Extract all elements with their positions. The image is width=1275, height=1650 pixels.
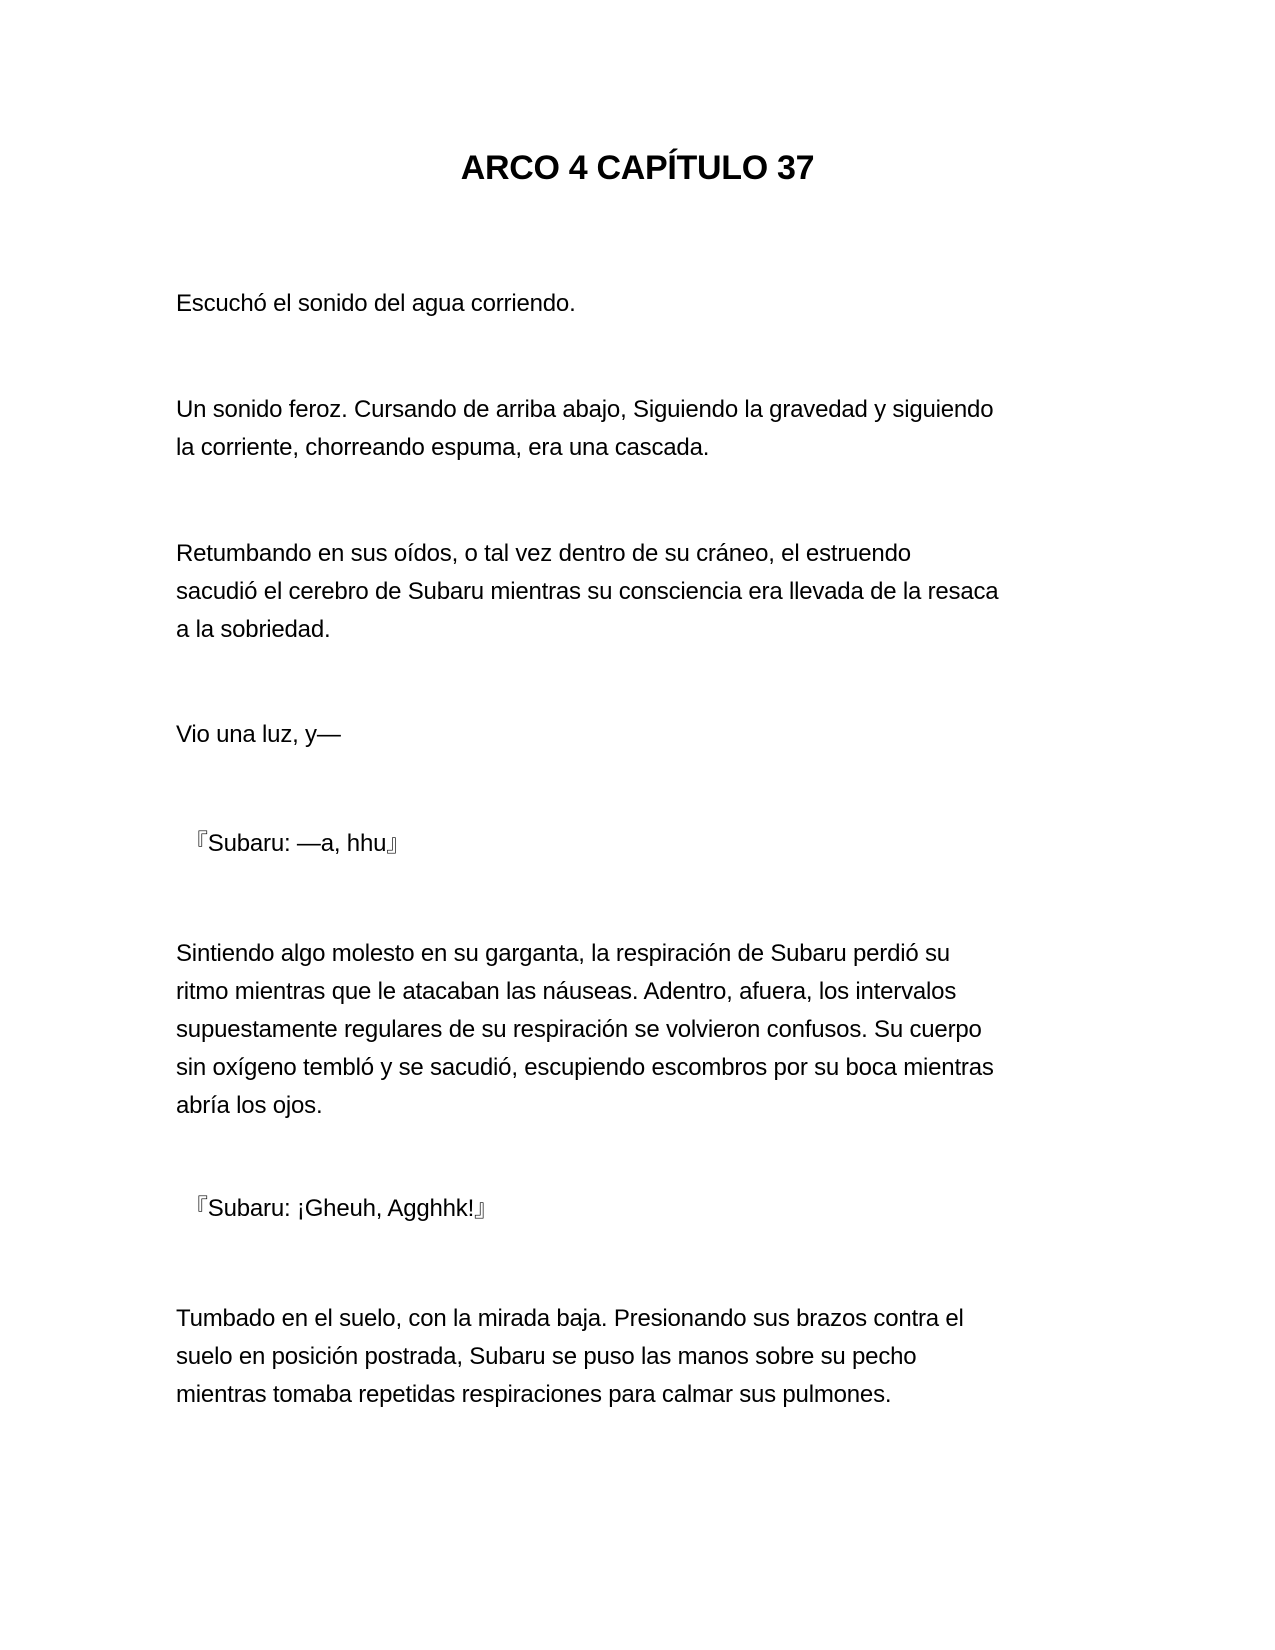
paragraph-line: Retumbando en sus oídos, o tal vez dentro de su cráneo, el estruendo [176, 540, 911, 567]
paragraph-line: abría los ojos. [176, 1092, 323, 1119]
paragraph-line: Tumbado en el suelo, con la mirada baja. Presionando sus brazos contra el [176, 1305, 964, 1332]
dialogue-2 [184, 1190, 1114, 1228]
paragraph-line: ritmo mientras que le atacaban las náuseas. Adentro, afuera, los intervalos [176, 978, 957, 1005]
paragraph-line: Escuchó el sonido del agua corriendo. [176, 290, 576, 317]
paragraph-1 [176, 285, 1106, 323]
paragraph-6 [176, 1300, 1106, 1414]
paragraph-line: la corriente, chorreando espuma, era una cascada. [176, 434, 710, 461]
paragraph-3 [176, 535, 1106, 649]
paragraph-line: sacudió el cerebro de Subaru mientras su consciencia era llevada de la resaca [176, 578, 999, 605]
chapter-title: ARCO 4 CAPÍTULO 37 [460, 149, 815, 187]
paragraph-line: Sintiendo algo molesto en su garganta, la respiración de Subaru perdió su [176, 940, 950, 967]
paragraph-2 [176, 391, 1106, 467]
dialogue-line: 『Subaru: —a, hhu』 [184, 830, 411, 857]
paragraph-5 [176, 935, 1106, 1125]
paragraph-line: mientras tomaba repetidas respiraciones para calmar sus pulmones. [176, 1381, 892, 1408]
paragraph-line: a la sobriedad. [176, 616, 331, 643]
dialogue-line: 『Subaru: ¡Gheuh, Agghhk!』 [184, 1195, 498, 1222]
paragraph-line: supuestamente regulares de su respiración se volvieron confusos. Su cuerpo [176, 1016, 982, 1043]
paragraph-line: Vio una luz, y— [176, 721, 341, 748]
paragraph-4 [176, 716, 1106, 754]
paragraph-line: sin oxígeno tembló y se sacudió, escupiendo escombros por su boca mientras [176, 1054, 994, 1081]
dialogue-1 [184, 825, 1114, 863]
paragraph-line: Un sonido feroz. Cursando de arriba abajo, Siguiendo la gravedad y siguiendo [176, 396, 994, 423]
paragraph-line: suelo en posición postrada, Subaru se puso las manos sobre su pecho [176, 1343, 917, 1370]
